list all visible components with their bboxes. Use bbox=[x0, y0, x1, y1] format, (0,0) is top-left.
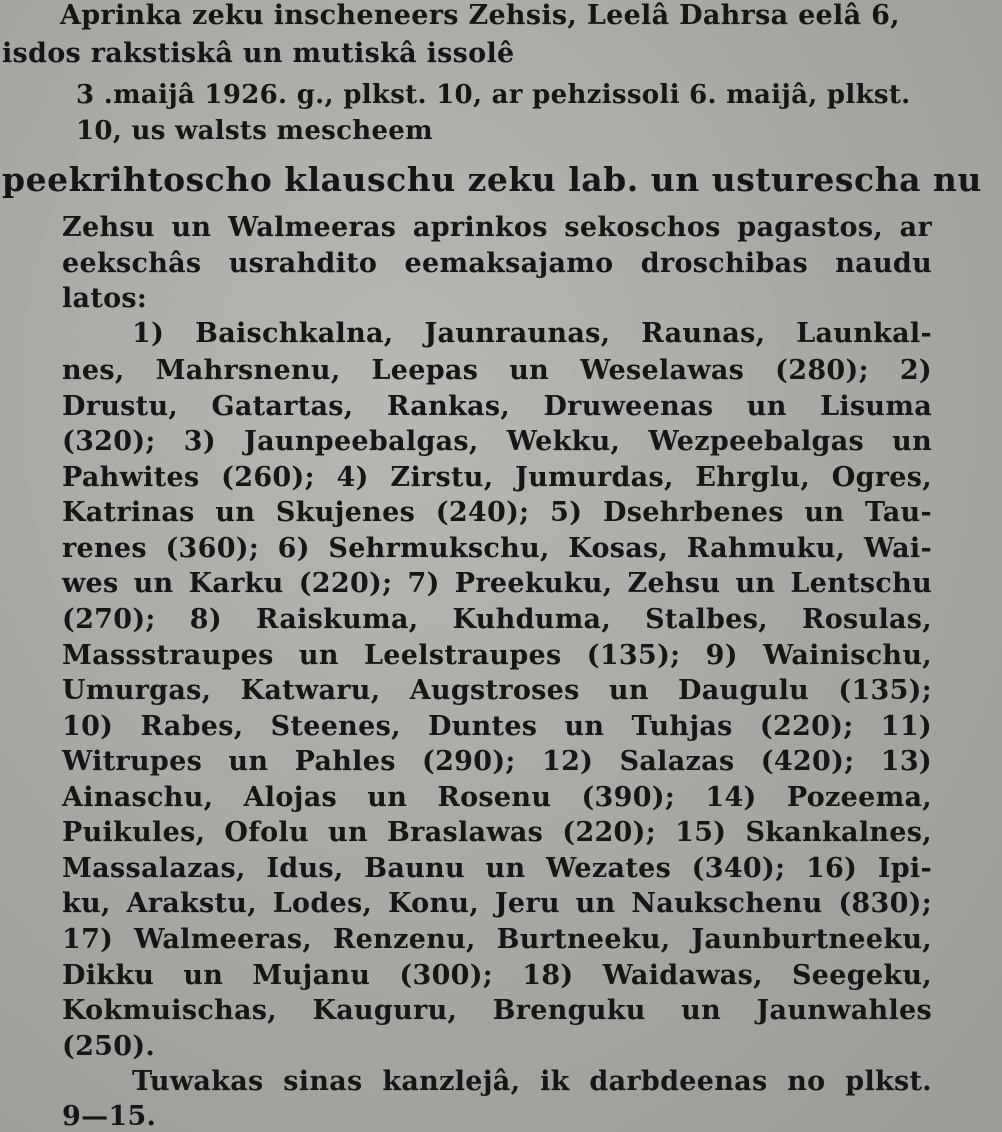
body-line: Umurgas, Katwaru, Augstroses un Daugulu (135); bbox=[62, 675, 932, 706]
body-line: Kokmuischas, Kauguru, Brenguku un Jaunwahles bbox=[62, 995, 932, 1026]
body-line: 9—15. bbox=[62, 1101, 157, 1132]
body-line: eekschâs usrahdito eemaksajamo droschibas naudu bbox=[62, 248, 932, 279]
body-line: Dikku un Mujanu (300); 18) Waidawas, Seegeku, bbox=[62, 960, 932, 991]
body-line: latos: bbox=[62, 283, 148, 314]
header-line-2: isdos rakstiskâ un mutiskâ issolê bbox=[2, 38, 515, 69]
date-line-2: 10, us walsts mescheem bbox=[76, 116, 433, 146]
body-line: Puikules, Ofolu un Braslawas (220); 15) Skankalnes, bbox=[62, 817, 932, 848]
body-line: renes (360); 6) Sehrmukschu, Kosas, Rahmuku, Wai- bbox=[62, 533, 932, 564]
body-line: Massalazas, Idus, Baunu un Wezates (340); 16) Ipi- bbox=[62, 853, 932, 884]
body-line: Tuwakas sinas kanzlejâ, ik darbdeenas no plkst. bbox=[132, 1066, 932, 1097]
body-line: Pahwites (260); 4) Zirstu, Jumurdas, Ehrglu, Ogres, bbox=[62, 462, 932, 493]
body-line: wes un Karku (220); 7) Preekuku, Zehsu un Lentschu bbox=[62, 568, 932, 599]
body-line: (270); 8) Raiskuma, Kuhduma, Stalbes, Rosulas, bbox=[62, 604, 932, 635]
notice-title: peekrihtoscho klauschu zeku lab. un usturescha nu bbox=[2, 160, 982, 199]
body-line: Ainaschu, Alojas un Rosenu (390); 14) Pozeema, bbox=[62, 782, 932, 813]
body-line: Drustu, Gatartas, Rankas, Druweenas un Lisuma bbox=[62, 391, 932, 422]
body-line: Katrinas un Skujenes (240); 5) Dsehrbenes un Tau- bbox=[62, 497, 932, 528]
body-line: ku, Arakstu, Lodes, Konu, Jeru un Naukschenu (830); bbox=[62, 888, 932, 919]
body-line: 10) Rabes, Steenes, Duntes un Tuhjas (220); 11) bbox=[62, 711, 932, 742]
body-line: 1) Baischkalna, Jaunraunas, Raunas, Launkal- bbox=[132, 318, 932, 349]
date-line-1: 3 .maijâ 1926. g., plkst. 10, ar pehzissoli 6. maijâ, plkst. bbox=[76, 80, 911, 110]
body-line: (320); 3) Jaunpeebalgas, Wekku, Wezpeebalgas un bbox=[62, 426, 932, 457]
body-line: Witrupes un Pahles (290); 12) Salazas (420); 13) bbox=[62, 746, 932, 777]
body-line: 17) Walmeeras, Renzenu, Burtneeku, Jaunburtneeku, bbox=[62, 924, 932, 955]
body-line: (250). bbox=[62, 1031, 156, 1062]
body-line: Massstraupes un Leelstraupes (135); 9) Wainischu, bbox=[62, 640, 932, 671]
body-line: Zehsu un Walmeeras aprinkos sekoschos pagastos, ar bbox=[62, 212, 932, 243]
header-line-1: Aprinka zeku inscheneers Zehsis, Leelâ Dahrsa eelâ 6, bbox=[60, 0, 900, 31]
body-line: nes, Mahrsnenu, Leepas un Weselawas (280); 2) bbox=[62, 355, 932, 386]
